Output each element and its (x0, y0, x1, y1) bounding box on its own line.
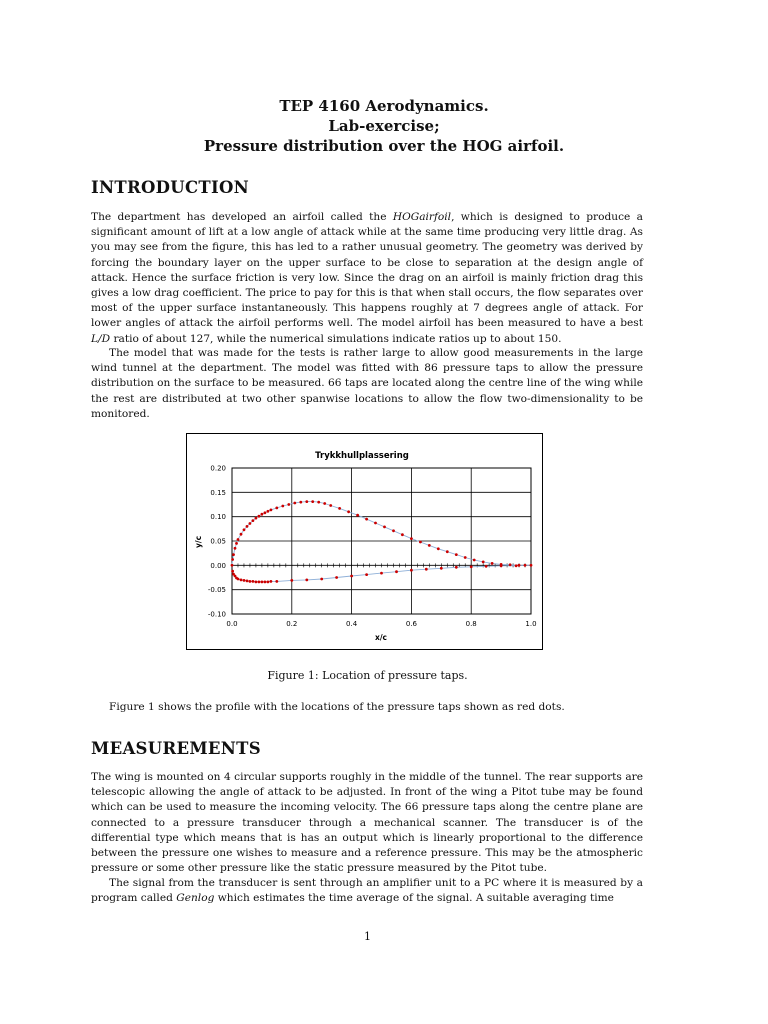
chart-xlabel: x/c (374, 633, 388, 642)
y-tick-label: 0.20 (210, 464, 226, 473)
pressure-tap-point (261, 581, 264, 584)
pressure-tap-point (485, 565, 488, 568)
pressure-tap-point (261, 513, 264, 516)
pressure-tap-point (323, 502, 326, 505)
introduction-paragraph-2 (91, 346, 643, 422)
x-tick-label: 0.2 (286, 620, 298, 628)
pressure-tap-point (335, 576, 338, 579)
pressure-tap-point (524, 564, 527, 567)
pressure-tap-point (252, 580, 255, 583)
pressure-tap-point (455, 553, 458, 556)
pressure-tap-point (320, 578, 323, 581)
pressure-tap-point (235, 542, 238, 545)
page-number: 1 (364, 930, 371, 943)
x-tick-label: 0.6 (405, 620, 417, 628)
pressure-tap-point (425, 568, 428, 571)
pressure-tap-point (270, 580, 273, 583)
pressure-tap-point (329, 504, 332, 507)
chart-grid (232, 468, 531, 614)
pressure-tap-point (255, 581, 258, 584)
pressure-tap-point (246, 580, 249, 583)
x-tick-label: 0.8 (465, 620, 477, 628)
meas-p2-text-b: which estimates the time average of the signal. A suitable averaging time (214, 892, 614, 905)
pressure-tap-point (240, 579, 243, 582)
x-tick-label: 0.0 (226, 620, 238, 628)
y-tick-label: 0.10 (210, 513, 226, 522)
pressure-tap-point (311, 500, 314, 503)
pressure-tap-point (293, 502, 296, 505)
pressure-tap-point (446, 550, 449, 553)
pressure-tap-point (500, 564, 503, 567)
pressure-tap-point (267, 581, 270, 584)
pressure-tap-point (491, 562, 494, 565)
pressure-tap-point (317, 501, 320, 504)
chart-title: Trykkhullplassering (315, 451, 409, 461)
pressure-tap-point (275, 580, 278, 583)
y-tick-label: -0.10 (207, 610, 226, 619)
pressure-tap-point (249, 522, 252, 525)
pressure-tap-point (392, 529, 395, 532)
chart-svg (187, 434, 542, 649)
pressure-tap-point (240, 533, 243, 536)
pressure-tap-point (338, 507, 341, 510)
pressure-tap-point (437, 547, 440, 550)
intro-p1-text-c: ratio of about 127, while the numerical simulations indicate ratios up to about 150. (110, 332, 562, 345)
measurements-heading: MEASUREMENTS (91, 739, 261, 758)
chart-points (231, 500, 533, 583)
pressure-tap-point (482, 561, 485, 564)
pressure-tap-point (255, 517, 258, 520)
measurements-paragraph-2 (91, 876, 643, 906)
pressure-tap-point (530, 564, 533, 567)
intro-p1-ld: L/D (91, 332, 111, 345)
pressure-tap-point (380, 572, 383, 575)
pressure-tap-point (383, 526, 386, 529)
pressure-tap-point (395, 570, 398, 573)
pressure-tap-point (231, 558, 234, 561)
pressure-tap-point (374, 522, 377, 525)
pressure-tap-point (401, 533, 404, 536)
pressure-tap-point (287, 503, 290, 506)
figure-caption: Figure 1: Location of pressure taps. (267, 669, 468, 682)
intro-p1-text-a: The department has developed an airfoil called the (91, 211, 393, 223)
pressure-tap-point (299, 501, 302, 504)
pressure-tap-point (270, 509, 273, 512)
meas-p2-program-name: Genlog (176, 892, 215, 905)
intro-p2-text: The model that was made for the tests is rather large to allow good measurements in the large wind tunnel at the department. The model was fitted with 86 pressure taps to allow the pressure distribution on the surface to be measured. 66 taps are located along the centre line of the wing while the rest are distributed at two other spanwise locations to allow the flow two-dimensionality to be monitored. (91, 347, 643, 420)
intro-p1-airfoil-name: HOGairfoil (392, 211, 452, 223)
pressure-tap-point (231, 570, 234, 573)
pressure-tap-point (281, 505, 284, 508)
doc-title-line3: Pressure distribution over the HOG airfoil. (203, 137, 565, 155)
introduction-heading: INTRODUCTION (91, 178, 250, 197)
pressure-tap-point (410, 569, 413, 572)
pressure-tap-point (365, 518, 368, 521)
pressure-tap-point (232, 553, 235, 556)
pressure-tap-point (365, 573, 368, 576)
pressure-tap-point (473, 559, 476, 562)
figure-reference-paragraph: Figure 1 shows the profile with the locations of the pressure taps shown as red dots. (109, 701, 565, 713)
series-line (233, 566, 516, 582)
pressure-tap-point (243, 528, 246, 531)
intro-p1-text-b: , which is designed to produce a significant amount of lift at a low angle of attack while at the same time producing very little drag. As you may see from the figure, this has led to a rather unusual geometry. The geometry was derived by forcing the boundary layer on the upper surface to be close to separation at the design angle of attack. Hence the surface friction is very low. Since the drag on an airfoil is mainly friction drag this gives a low drag coefficient. The price to pay for this is that when stall occurs, the flow separates over most of the upper surface instantaneously. This happens roughly at 7 degrees angle of attack. For lower angles of attack the airfoil performs well. The model airfoil has been measured to have a best (91, 211, 643, 330)
doc-title-line1: TEP 4160 Aerodynamics. (279, 97, 489, 115)
chart-lines (232, 502, 531, 582)
introduction-paragraph-1 (91, 210, 643, 347)
y-tick-label: -0.05 (207, 586, 226, 595)
pressure-tap-point (455, 566, 458, 569)
pressure-tap-point (252, 519, 255, 522)
x-tick-label: 0.4 (346, 620, 358, 628)
pressure-tap-point (305, 500, 308, 503)
pressure-tap-point (258, 581, 261, 584)
measurements-paragraph-1: The wing is mounted on 4 circular supports roughly in the middle of the tunnel. The rear supports are telescopic allowing the angle of attack to be adjusted. In front of the wing a Pitot tube may be found which can be used to measure the incoming velocity. The 66 pressure taps along the centre plane are connected to a pressure transducer through a mechanical scanner. The transducer is of the differential type which means that is has an output which is linearly proportional to the difference between the pressure one wishes to measure and a reference pressure. This may be the atmospheric pressure or some other pressure like the static pressure measured by the Pitot tube. (91, 771, 643, 875)
pressure-tap-point (246, 525, 249, 528)
y-tick-label: 0.05 (210, 537, 226, 546)
chart-ticks (208, 465, 537, 629)
pressure-tap-point (258, 515, 261, 518)
pressure-tap-point (419, 541, 422, 544)
pressure-tap-point (234, 547, 237, 550)
pressure-tap-point (264, 511, 267, 514)
pressure-tap-point (249, 580, 252, 583)
chart-ylabel: y/c (194, 535, 203, 549)
y-tick-label: 0.00 (210, 561, 226, 570)
pressure-tap-point (347, 510, 350, 513)
pressure-tap-point (231, 564, 234, 567)
pressure-tap-point (518, 564, 521, 567)
pressure-tap-chart (186, 433, 543, 650)
pressure-tap-point (356, 514, 359, 517)
pressure-tap-point (237, 578, 240, 581)
pressure-tap-point (290, 579, 293, 582)
pressure-tap-point (470, 565, 473, 568)
doc-title-line2: Lab-exercise; (328, 117, 440, 135)
series-line (232, 502, 531, 566)
pressure-tap-point (515, 564, 518, 567)
x-tick-label: 1.0 (525, 620, 537, 628)
pressure-tap-point (410, 537, 413, 540)
pressure-tap-point (237, 538, 240, 541)
pressure-tap-point (464, 556, 467, 559)
pressure-tap-point (267, 510, 270, 513)
pressure-tap-point (350, 575, 353, 578)
pressure-tap-point (509, 563, 512, 566)
pressure-tap-point (305, 579, 308, 582)
meas-p2-text-a: The signal from the transducer is sent through an amplifier unit to a PC where it is measured by a program called (91, 877, 643, 905)
pressure-tap-point (440, 567, 443, 570)
pressure-tap-point (428, 544, 431, 547)
pressure-tap-point (243, 579, 246, 582)
pressure-tap-point (275, 507, 278, 510)
pressure-tap-point (264, 581, 267, 584)
y-tick-label: 0.15 (210, 488, 226, 497)
